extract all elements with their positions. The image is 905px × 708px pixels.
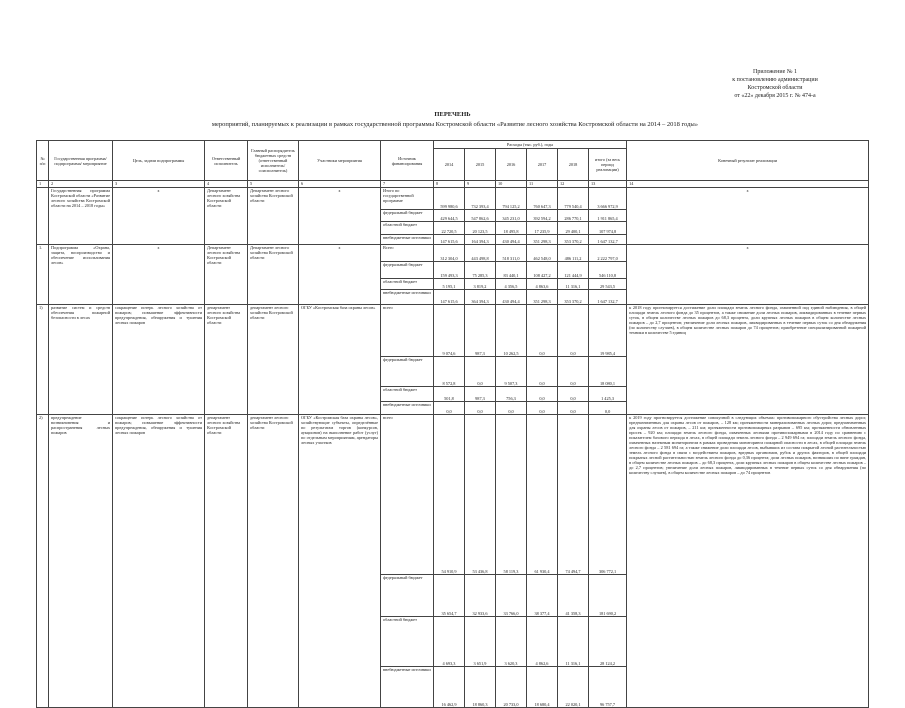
header-sources: Источник финансирования: [381, 141, 434, 181]
row-value: 20 123,5: [465, 222, 496, 235]
row-value: 3 651,9: [465, 617, 496, 667]
row-manager: департамент лесного хозяйства Костромской области: [248, 415, 299, 708]
header-program: Государственная программа/подпрограмма/ мероприятие: [49, 141, 113, 181]
row-value: 61 930,4: [527, 415, 558, 575]
row-value: 1 425,3: [589, 387, 627, 402]
row-value: 2 222 797,0: [589, 245, 627, 262]
row-value: 74 494,7: [558, 415, 589, 575]
row-value: 18 495,8: [496, 222, 527, 235]
row-source: Итого по государственной программе: [381, 188, 434, 210]
row-participants: х: [299, 245, 381, 305]
column-number-cell: 14: [627, 181, 869, 188]
row-value: 547 862,6: [465, 210, 496, 222]
row-goal: сокращение потерь лесного хозяйства от пожаров; повышение эффективности предупреждения, обнаружения и тушения лесных пожаров: [113, 305, 205, 415]
row-value: 5 195,1: [434, 279, 465, 290]
header-manager: Главный распорядитель бюджетных средств (ответственный исполнитель/ соисполнитель): [248, 141, 299, 181]
row-goal: сокращение потерь лесного хозяйства от пожаров; повышение эффективности предупреждения, обнаружения и тушения лесных пожаров: [113, 415, 205, 708]
row-value: 429 644,5: [434, 210, 465, 222]
row-value: 0,0: [465, 357, 496, 387]
header-year: 2015: [465, 149, 496, 181]
row-source: федеральный бюджет: [381, 210, 434, 222]
column-number-cell: 8: [434, 181, 465, 188]
row-value: 0,0: [434, 402, 465, 415]
column-number-cell: 4: [205, 181, 248, 188]
row-value: 345 231,0: [496, 210, 527, 222]
row-value: 462 548,0: [527, 245, 558, 262]
row-source: федеральный бюджет: [381, 262, 434, 279]
header-year: 2018: [558, 149, 589, 181]
row-value: 1 647 132,7: [589, 290, 627, 305]
row-value: 58 119,3: [496, 415, 527, 575]
row-participants: х: [299, 188, 381, 245]
row-value: 35 654,7: [434, 575, 465, 617]
column-number-cell: 3: [113, 181, 205, 188]
row-value: 28 124,2: [589, 617, 627, 667]
row-participants: ОГБУ «Костромская база охраны лесов», хозяйствующие субъекты, определённые по результатам торгов (конкурсов, аукционов) на выполнение работ (услуг) по отдельным мероприятиям, арендаторы лесных участков: [299, 415, 381, 708]
column-number-cell: 9: [465, 181, 496, 188]
row-value: 17 235,9: [527, 222, 558, 235]
document-title: ПЕРЕЧЕНЬ: [434, 111, 471, 118]
row-value: 312 304,0: [434, 245, 465, 262]
column-number-cell: 11: [527, 181, 558, 188]
row-result: х: [627, 188, 869, 245]
header-executor: Ответственный исполнитель: [205, 141, 248, 181]
row-value: 443 498,8: [465, 245, 496, 262]
row-program: предупреждение возникновения и распространения лесных пожаров: [49, 415, 113, 708]
row-value: 41 358,3: [558, 575, 589, 617]
header-year: 2014: [434, 149, 465, 181]
row-value: 486 111,2: [558, 245, 589, 262]
table-row: [37, 305, 869, 357]
annex-block: [700, 68, 850, 100]
column-number-cell: 6: [299, 181, 381, 188]
row-source: областной бюджет: [381, 222, 434, 235]
row-value: 286 770,1: [558, 210, 589, 222]
row-value: 22 720,5: [434, 222, 465, 235]
row-value: 16 462,9: [434, 667, 465, 708]
table-row: [37, 188, 869, 210]
row-participants: ОГБУ «Костромская база охраны лесов»: [299, 305, 381, 415]
row-executor: Департамент лесного хозяйства Костромской области: [205, 245, 248, 305]
row-value: 0,0: [527, 305, 558, 357]
row-source: внебюджетные источники: [381, 290, 434, 305]
header-result: Конечный результат реализации: [627, 141, 869, 181]
row-source: областной бюджет: [381, 279, 434, 290]
row-program: Государственная программа Костромской области «Развитие лесного хозяйства Костромской области на 2014 – 2018 годы»: [49, 188, 113, 245]
column-number-cell: 10: [496, 181, 527, 188]
row-value: 779 540,4: [558, 188, 589, 210]
row-source: всего: [381, 415, 434, 575]
row-value: 33 766,0: [496, 575, 527, 617]
row-value: 164 394,3: [465, 235, 496, 245]
row-value: 9 074,6: [434, 305, 465, 357]
row-value: 147 615,6: [434, 290, 465, 305]
row-value: 53 436,8: [465, 415, 496, 575]
row-value: 0,0: [558, 387, 589, 402]
row-manager: департамент лесного хозяйства Костромской области: [248, 305, 299, 415]
row-value: 83 440,1: [496, 262, 527, 279]
row-value: 987,3: [465, 387, 496, 402]
row-value: 518 311,0: [496, 245, 527, 262]
header-expenses: Расходы (тыс. руб.), годы: [434, 141, 627, 149]
row-value: 147 615,6: [434, 235, 465, 245]
column-number-cell: 12: [558, 181, 589, 188]
row-value: 351 298,3: [527, 235, 558, 245]
row-value: 987,3: [465, 305, 496, 357]
row-value: 760 647,3: [527, 188, 558, 210]
header-goal: Цель, задачи подпрограммы: [113, 141, 205, 181]
row-value: 3 620,3: [496, 617, 527, 667]
row-value: 11 316,1: [558, 617, 589, 667]
row-value: 32 933,6: [465, 575, 496, 617]
row-value: 306 772,1: [589, 415, 627, 575]
row-value: 10 262,5: [496, 305, 527, 357]
row-result: к 2019 году прогнозируется достижение совокупной в следующих объемах: противопожарного обустройства лесных дорог, предназначенных для охраны лесов от пожаров, – 128 км; протяженности минерализованных лесных дорог, предназначенных для охраны лесов от пожаров, – 211 км; протяженности противопожарных разрывов – 695 км; протяженности обновленных просек – 920 км; площади земель лесного фонда, охваченных лесными противопожарными в 2014 году по сравнению с показателем базового периода в лесах, в общей площади земель лесного фонда – 2 949 694 га; площади земель лесного фонда, охваченных наземным мониторингом в рамках проведения мониторинга пожарной опасности в лесах, в общей площади земель лесного фонда – 2 581 694 га; а также снижение доли площади лесов, выбывших из состава покрытой лесной растительностью земель лесного фонда в связи с воздействием пожаров, вредных организмов, рубок и других факторов, в общей площади покрытых лесной растительностью земель лесного фонда до 0,36 процента; доли лесных пожаров, возникших по вине граждан, в общем количестве лесных пожаров – до 68,3 процента, доли крупных лесных пожаров в общем количестве лесных пожаров – до 2,7 процентов; увеличение доли лесных пожаров, ликвидированных в течение первых суток со дня обнаружения (по количеству случаев), в общем количестве лесных пожаров – до 74 процентов: [627, 415, 869, 708]
row-source: всего: [381, 305, 434, 357]
row-value: 364 394,3: [465, 290, 496, 305]
row-result: х: [627, 245, 869, 305]
header-participants: Участники мероприятия: [299, 141, 381, 181]
row-num: [37, 188, 49, 245]
row-num: 1): [37, 305, 49, 415]
row-value: 430 494,4: [496, 290, 527, 305]
header-num: № п/п: [37, 141, 49, 181]
row-value: 1 911 865,4: [589, 210, 627, 222]
column-number-cell: 1: [37, 181, 49, 188]
row-value: 29 543,5: [589, 279, 627, 290]
annex-line-1: Приложение № 1: [753, 69, 797, 75]
row-value: 121 444,9: [558, 262, 589, 279]
row-value: 29 400,1: [558, 222, 589, 235]
header-total: итого (за весь период реализации): [589, 149, 627, 181]
row-executor: Департамент лесного хозяйства Костромской области: [205, 188, 248, 245]
row-source: внебюджетные источники: [381, 235, 434, 245]
row-value: 0,0: [589, 402, 627, 415]
annex-line-2: к постановлению администрации: [732, 77, 818, 83]
row-value: 353 370,2: [558, 235, 589, 245]
row-value: 430 494,4: [496, 235, 527, 245]
row-source: Всего: [381, 245, 434, 262]
row-value: 599 980,6: [434, 188, 465, 210]
row-value: 0,0: [558, 357, 589, 387]
row-value: 4 862,6: [527, 617, 558, 667]
row-manager: Департамент лесного хозяйства Костромской области: [248, 245, 299, 305]
row-value: 11 316,1: [558, 279, 589, 290]
row-value: 4 356,5: [496, 279, 527, 290]
row-value: 4 693,3: [434, 617, 465, 667]
row-program: Подпрограмма «Охрана, защита, воспроизводство и обеспечение использования лесов»: [49, 245, 113, 305]
row-executor: департамент лесного хозяйства Костромской области: [205, 305, 248, 415]
row-value: 38 377,4: [527, 575, 558, 617]
row-value: 351 298,3: [527, 290, 558, 305]
row-value: 4 863,6: [527, 279, 558, 290]
row-num: 2): [37, 415, 49, 708]
annex-line-3: Костромской области: [747, 85, 803, 91]
row-value: 20 733,0: [496, 667, 527, 708]
header-year: 2017: [527, 149, 558, 181]
row-goal: х: [113, 188, 205, 245]
row-value: 0,0: [558, 305, 589, 357]
row-value: 107 974,8: [589, 222, 627, 235]
row-value: 3 666 972,9: [589, 188, 627, 210]
row-goal: х: [113, 245, 205, 305]
table-row: [37, 415, 869, 575]
row-value: 732 393,4: [465, 188, 496, 210]
row-value: 159 493,3: [434, 262, 465, 279]
row-value: 756,3: [496, 387, 527, 402]
row-value: 18 680,4: [527, 667, 558, 708]
annex-line-4: от «22» декабря 2015 г. № 474-а: [734, 93, 816, 99]
row-result: к 2018 году прогнозируется достижение доли площади земель лесного фонда, охваченной под единой наблюдения, в общей площади земель лесного фонда до 35 процентов, а также снижение доли лесных пожаров, ликвидированных в течение первых суток, в общем количестве лесных пожаров до 68,3 процента, доли крупных лесных пожаров в общем количестве лесных пожаров – до 2,7 процентов; увеличение доли лесных пожаров, ликвидированных в течение первых суток со дня обнаружения (по количеству случаев), в общем количестве лесных пожаров до 74 процентов; приобретение специализированной пожарной техники в количестве 5 единиц: [627, 305, 869, 415]
row-value: 75 285,3: [465, 262, 496, 279]
row-value: 0,0: [558, 402, 589, 415]
row-value: 353 370,2: [558, 290, 589, 305]
row-value: 501,8: [434, 387, 465, 402]
column-number-cell: 5: [248, 181, 299, 188]
row-value: 22 020,1: [558, 667, 589, 708]
row-manager: Департамент лесного хозяйства Костромской области: [248, 188, 299, 245]
row-value: 96 757,7: [589, 667, 627, 708]
row-value: 3 819,2: [465, 279, 496, 290]
row-source: областной бюджет: [381, 387, 434, 402]
row-source: внебюджетные источники: [381, 667, 434, 708]
row-value: 0,0: [465, 402, 496, 415]
row-value: 8 572,8: [434, 357, 465, 387]
row-value: 546 110,8: [589, 262, 627, 279]
column-number-cell: 13: [589, 181, 627, 188]
row-value: 0,0: [527, 357, 558, 387]
row-value: 1 647 132,7: [589, 235, 627, 245]
row-value: 0,0: [527, 387, 558, 402]
row-value: 19 985,4: [589, 305, 627, 357]
row-value: 18 080,1: [589, 357, 627, 387]
row-value: 0,0: [527, 402, 558, 415]
row-source: федеральный бюджет: [381, 575, 434, 617]
measures-table: [36, 140, 869, 708]
header-year: 2016: [496, 149, 527, 181]
row-value: 9 507,3: [496, 357, 527, 387]
row-value: 794 125,2: [496, 188, 527, 210]
column-number-cell: 2: [49, 181, 113, 188]
row-source: областной бюджет: [381, 617, 434, 667]
table-row: [37, 245, 869, 262]
row-num: 1.: [37, 245, 49, 305]
row-value: 181 690,2: [589, 575, 627, 617]
row-value: 0,0: [496, 402, 527, 415]
document-subtitle: мероприятий, планируемых к реализации в рамках государственной программы Костромской области «Развитие лесного хозяйства Костромской области на 2014 – 2018 годы»: [211, 121, 699, 128]
row-value: 18 860,3: [465, 667, 496, 708]
row-value: 54 910,9: [434, 415, 465, 575]
row-value: 108 427,2: [527, 262, 558, 279]
column-number-cell: 7: [381, 181, 434, 188]
row-executor: департамент лесного хозяйства Костромской области: [205, 415, 248, 708]
row-source: внебюджетные источники: [381, 402, 434, 415]
column-number-row: [37, 181, 869, 188]
row-program: развитие систем и средств обеспечения пожарной безопасности в лесах: [49, 305, 113, 415]
row-source: федеральный бюджет: [381, 357, 434, 387]
row-value: 392 594,2: [527, 210, 558, 222]
